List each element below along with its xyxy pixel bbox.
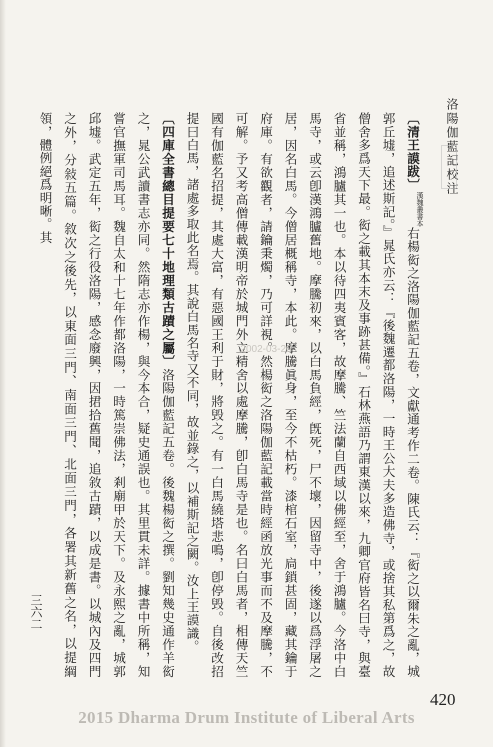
section-heading: 〔四庫全書總目提要七十地理類古蹟之屬〕 — [160, 112, 175, 369]
paragraph-siku-abstract — [29, 112, 179, 678]
paragraph-body: 洛陽伽藍記五卷。後魏楊衒之撰。劉知幾史通作羊衒之，晁公武讀書志亦同。然隋志亦作楊，與今本合，疑史通誤也。其里貫未詳。據書中所稱，知嘗官撫軍司馬耳。魏自太和十七年作都洛陽，一時篤崇佛法，剎廟甲於天下。及永熙之亂，城郭邱墟。武定五年，衒之行役洛陽，感念廢興，因捃拾舊聞，追敘古蹟，以成是書。以城內及四門之外，分敍五篇。敘次之後先，以東面三門、南面三門、北面三門，各署其新舊之名，以提綱領，體例絕爲明晰。其 — [37, 112, 175, 678]
page-number: 三六二 — [29, 594, 43, 630]
running-head: 洛陽伽藍記校注 — [445, 98, 459, 196]
watermark: 2015 Dharma Drum Institute of Liberal Arts — [78, 708, 415, 727]
main-text-block — [37, 112, 424, 678]
edition-note: 漢魏叢書本 — [416, 191, 424, 227]
paragraph-wang-mo-colophon — [179, 112, 424, 678]
paragraph-body: 右楊衒之洛陽伽藍記五卷，文獻通考作二卷。陳氏云：『衒之以爾朱之亂，城郭丘墟，追述斯記。』晁氏亦云：『後魏遷都洛陽，一時王公大夫多造佛寺，或捨其私第爲之，故僧舍多爲天下最。衒之載其本末及事跡甚備。』石林燕語乃謂東漢以來，九卿官府皆名曰寺，與臺省並稱，鴻臚其一也。本以待四夷賓客，故摩騰、竺法蘭自西域以佛經至，舍于鴻臚。今洛中白馬寺，或云卽漢鴻臚舊地。摩騰初來，以白馬負經，旣死，尸不壞，因留寺中，後遂以爲浮屠之居，因名白馬。今僧居概稱寺，本此。摩騰眞身，至今不枯朽。漆棺石室，扃鎖甚固，藏其鑰于府庫。有欲觀者，請鑰秉燭，乃可詳視。然楊衒之洛陽伽藍記載當時經函放光事而不及摩騰，不可解。予又考高僧傳載漢明帝於城門外立精舍以處摩騰，卽白馬寺是也。名曰白馬者，相傳天竺國有伽藍名招提，其處大富，有惡國王利于財，將毁之。有一白馬繞塔悲鳴，卽停毁。自後改招提曰白馬，諸處多取此名焉。其說白馬名寺又不同，故並錄之，以補斯記之闕。汝上王謨識。 — [184, 112, 420, 678]
library-stamp-mark — [441, 145, 457, 189]
section-heading: 〔清王謨跋〕 — [405, 112, 420, 192]
folio-number: 420 — [430, 690, 456, 709]
faint-date-stamp: 2002-03-20 — [240, 344, 292, 355]
page-edge-shadow — [0, 0, 6, 747]
